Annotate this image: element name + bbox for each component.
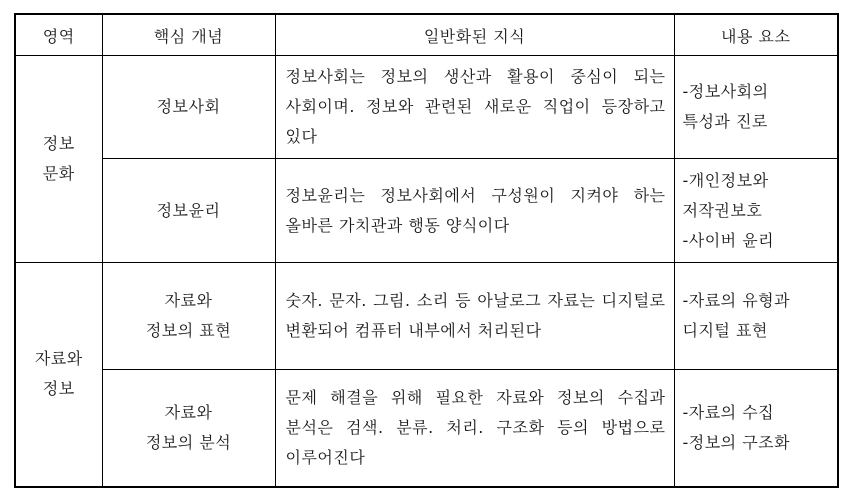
area-label: 정보 문화 bbox=[42, 134, 75, 183]
curriculum-table-container bbox=[14, 13, 837, 487]
header-elements: 내용 요소 bbox=[674, 14, 838, 56]
table-row bbox=[15, 370, 838, 487]
header-area: 영역 bbox=[15, 14, 102, 56]
table-row bbox=[15, 159, 838, 263]
elements-cell: -자료의 유형과 디지털 표현 bbox=[674, 263, 838, 370]
knowledge-cell: 문제 해결을 위해 필요한 자료와 정보의 수집과 분석은 검색. 분류. 처리. 구조화 등의 방법으로 이루어진다 bbox=[275, 370, 674, 487]
header-knowledge: 일반화된 지식 bbox=[275, 14, 674, 56]
concept-cell bbox=[102, 56, 275, 159]
concept-label: 정보윤리 bbox=[156, 200, 221, 220]
area-cell-info-culture bbox=[15, 56, 102, 263]
header-concept: 핵심 개념 bbox=[102, 14, 275, 56]
table-row bbox=[15, 56, 838, 159]
concept-label: 자료와 정보의 분석 bbox=[145, 402, 232, 452]
area-label: 자료와 정보 bbox=[34, 349, 83, 399]
concept-cell bbox=[102, 263, 275, 370]
knowledge-cell: 숫자. 문자. 그림. 소리 등 아날로그 자료는 디지털로 변환되어 컴퓨터 내부에서 처리된다 bbox=[275, 263, 674, 370]
concept-label: 자료와 정보의 표현 bbox=[145, 291, 232, 340]
concept-cell bbox=[102, 370, 275, 487]
table-row bbox=[15, 263, 838, 370]
knowledge-cell: 정보사회는 정보의 생산과 활용이 중심이 되는 사회이며. 정보와 관련된 새로운 직업이 등장하고 있다 bbox=[275, 56, 674, 159]
knowledge-cell: 정보윤리는 정보사회에서 구성원이 지켜야 하는 올바른 가치관과 행동 양식이다 bbox=[275, 159, 674, 263]
curriculum-table bbox=[14, 13, 839, 488]
concept-cell bbox=[102, 159, 275, 263]
elements-cell: -자료의 수집 -정보의 구조화 bbox=[674, 370, 838, 487]
table-header-row bbox=[15, 14, 838, 56]
concept-label: 정보사회 bbox=[156, 97, 221, 116]
elements-cell: -정보사회의 특성과 진로 bbox=[674, 56, 838, 159]
area-cell-data-info bbox=[15, 263, 102, 487]
elements-cell: -개인정보와 저작권보호 -사이버 윤리 bbox=[674, 159, 838, 263]
